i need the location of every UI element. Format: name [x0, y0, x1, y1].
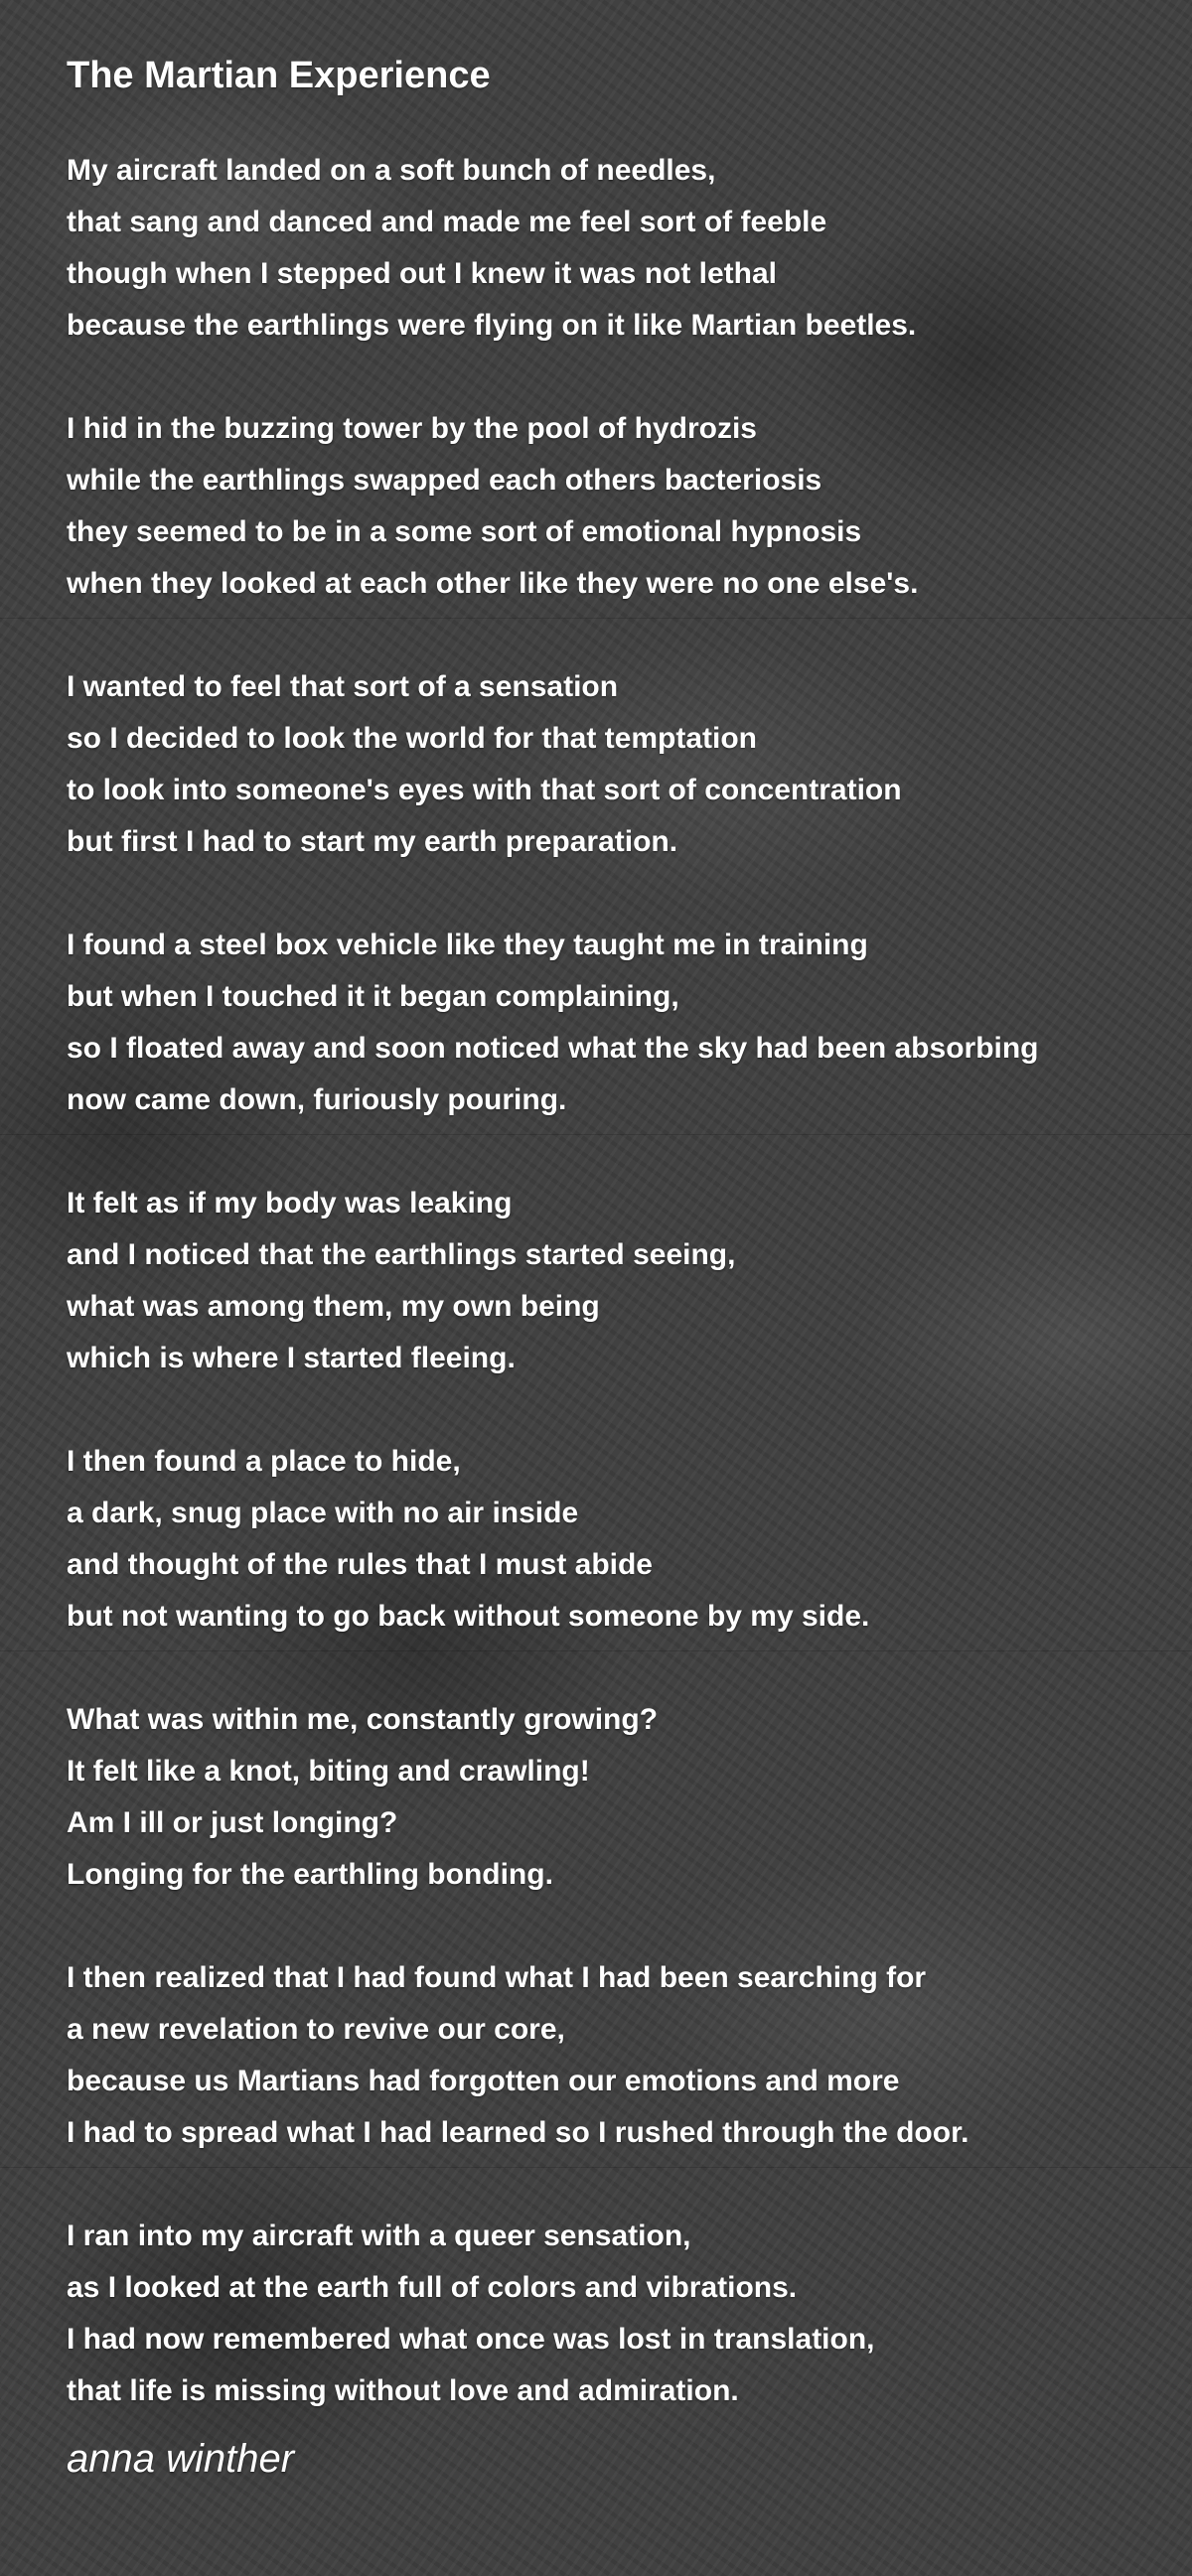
- poem-line: I wanted to feel that sort of a sensation: [67, 670, 619, 703]
- poem-line: Am I ill or just longing?: [67, 1806, 398, 1839]
- stanza-2: [67, 403, 1159, 610]
- stanza-7: [67, 1694, 1159, 1901]
- poem-line: I ran into my aircraft with a queer sensation,: [67, 2219, 691, 2252]
- poem-line: while the earthlings swapped each others bacteriosis: [67, 464, 822, 497]
- poem-line: I then realized that I had found what I had been searching for: [67, 1961, 927, 1994]
- poem-line: so I decided to look the world for that temptation: [67, 722, 758, 755]
- stanza-4: [67, 920, 1159, 1126]
- poem-line: that sang and danced and made me feel sort of feeble: [67, 206, 827, 238]
- stanza-6: [67, 1436, 1159, 1643]
- poem-line: because the earthlings were flying on it like Martian beetles.: [67, 309, 917, 342]
- poem-line: because us Martians had forgotten our emotions and more: [67, 2065, 900, 2097]
- poem-line: but first I had to start my earth preparation.: [67, 825, 678, 858]
- poem-line: which is where I started fleeing.: [67, 1342, 516, 1374]
- poem-line: Longing for the earthling bonding.: [67, 1858, 553, 1891]
- poem-line: I then found a place to hide,: [67, 1445, 461, 1478]
- poem-line: now came down, furiously pouring.: [67, 1083, 567, 1116]
- stanza-8: [67, 1952, 1159, 2159]
- poem-line: I found a steel box vehicle like they taught me in training: [67, 929, 868, 961]
- poem-line: My aircraft landed on a soft bunch of needles,: [67, 154, 716, 187]
- poem-line: a new revelation to revive our core,: [67, 2013, 565, 2046]
- poem-line: what was among them, my own being: [67, 1290, 600, 1323]
- poem-line: but when I touched it it began complaining,: [67, 980, 679, 1013]
- stanza-1: [67, 145, 1159, 352]
- poem-line: to look into someone's eyes with that sort of concentration: [67, 774, 902, 806]
- poem-line: I had to spread what I had learned so I rushed through the door.: [67, 2116, 969, 2149]
- poem-line: and I noticed that the earthlings started seeing,: [67, 1238, 736, 1271]
- poem-line: but not wanting to go back without someone by my side.: [67, 1600, 870, 1633]
- stanza-9: [67, 2211, 1159, 2417]
- poem-line: they seemed to be in a some sort of emotional hypnosis: [67, 515, 862, 548]
- poem-line: though when I stepped out I knew it was not lethal: [67, 257, 778, 290]
- stanza-5: [67, 1178, 1159, 1384]
- poem-line: so I floated away and soon noticed what the sky had been absorbing: [67, 1032, 1039, 1065]
- poem-line: and thought of the rules that I must abide: [67, 1548, 653, 1581]
- author-name: anna winther: [67, 2437, 295, 2481]
- poem-line: It felt like a knot, biting and crawling!: [67, 1755, 590, 1788]
- poem-line: I hid in the buzzing tower by the pool of hydrozis: [67, 412, 757, 445]
- poem-line: when they looked at each other like they were no one else's.: [67, 567, 919, 600]
- poem-line: I had now remembered what once was lost in translation,: [67, 2323, 875, 2356]
- poem-body: [67, 145, 1159, 2417]
- poem-line: It felt as if my body was leaking: [67, 1187, 513, 1219]
- poem-card: [67, 48, 1159, 2487]
- poem-line: as I looked at the earth full of colors and vibrations.: [67, 2271, 798, 2304]
- stanza-3: [67, 661, 1159, 868]
- poem-line: What was within me, constantly growing?: [67, 1703, 659, 1736]
- poem-title: The Martian Experience: [67, 55, 491, 96]
- poem-line: a dark, snug place with no air inside: [67, 1497, 579, 1529]
- poem-line: that life is missing without love and admiration.: [67, 2374, 739, 2407]
